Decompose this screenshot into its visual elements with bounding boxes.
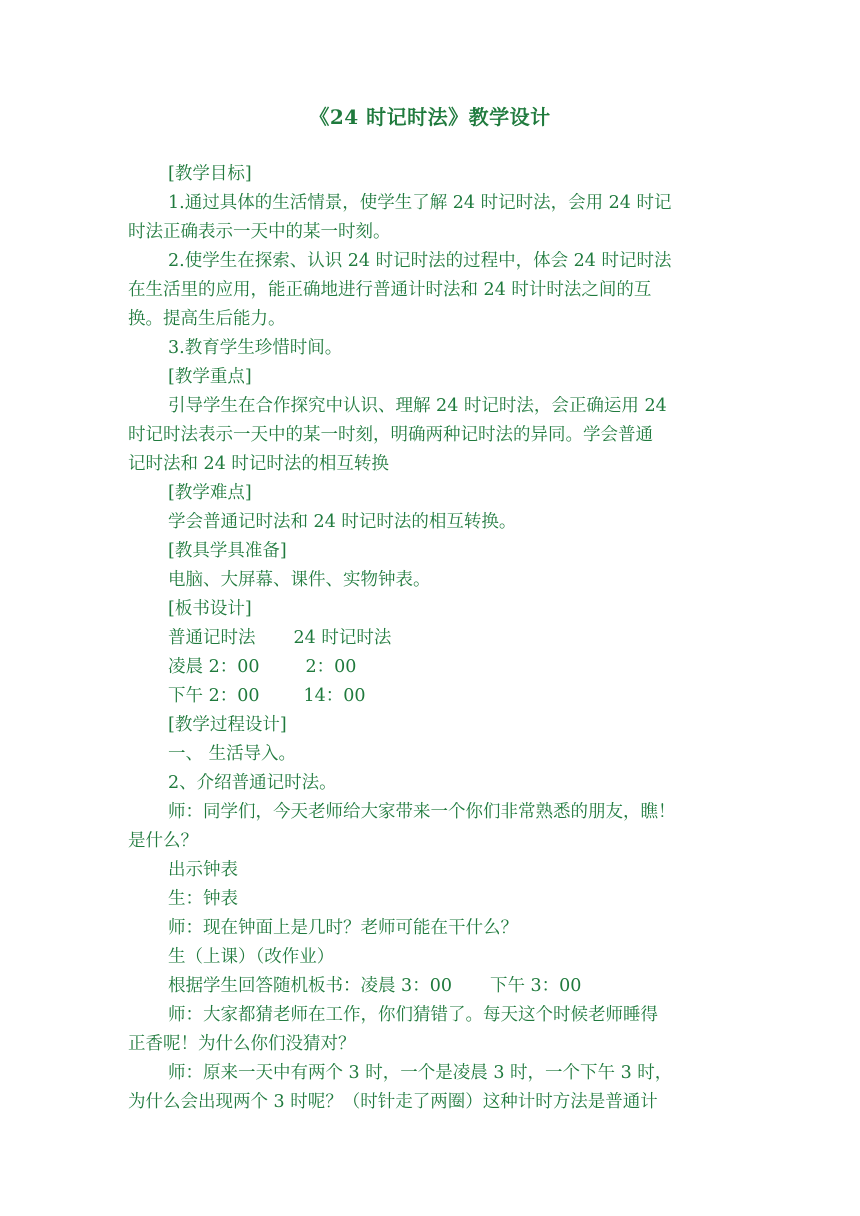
paragraph-line: 为什么会出现两个 3 时呢？（时针走了两圈）这种计时方法是普通计 bbox=[128, 1092, 658, 1112]
board-table-header bbox=[128, 624, 736, 653]
section-heading-objectives: [教学目标] bbox=[168, 164, 252, 184]
board-answer-prefix: 根据学生回答随机板书：凌晨 3：00 bbox=[168, 976, 452, 996]
paragraph-line: 师：原来一天中有两个 3 时，一个是凌晨 3 时，一个下午 3 时， bbox=[168, 1063, 673, 1083]
paragraph-line: 学会普通记时法和 24 时记时法的相互转换。 bbox=[168, 512, 517, 532]
paragraph-line: 在生活里的应用，能正确地进行普通计时法和 24 时计时法之间的互 bbox=[128, 280, 652, 300]
board-cell: 凌晨 2：00 bbox=[168, 657, 260, 677]
paragraph-line: 一、 生活导入。 bbox=[168, 744, 297, 764]
paragraph-line: 师：现在钟面上是几时？老师可能在干什么？ bbox=[168, 918, 518, 938]
paragraph-line: 正香呢！为什么你们没猜对？ bbox=[128, 1034, 356, 1054]
paragraph-line: 时法正确表示一天中的某一时刻。 bbox=[128, 222, 391, 242]
board-answer-line bbox=[128, 972, 736, 1001]
document-body bbox=[128, 160, 736, 1117]
paragraph-line: 1.通过具体的生活情景，使学生了解 24 时记时法，会用 24 时记 bbox=[168, 193, 672, 213]
board-table-row bbox=[128, 682, 736, 711]
paragraph-line: 出示钟表 bbox=[168, 860, 238, 880]
paragraph-line: 电脑、大屏幕、课件、实物钟表。 bbox=[168, 570, 431, 590]
board-cell: 14：00 bbox=[303, 686, 366, 706]
paragraph-line: 时记时法表示一天中的某一时刻，明确两种记时法的异同。学会普通 bbox=[128, 425, 653, 445]
section-heading-key-points: [教学重点] bbox=[168, 367, 252, 387]
paragraph-line: 记时法和 24 时记时法的相互转换 bbox=[128, 454, 389, 474]
paragraph-line: 2.使学生在探索、认识 24 时记时法的过程中，体会 24 时记时法 bbox=[168, 251, 672, 271]
paragraph-line: 师：大家都猜老师在工作，你们猜错了。每天这个时候老师睡得 bbox=[168, 1005, 658, 1025]
section-heading-board-design: [板书设计] bbox=[168, 599, 252, 619]
board-table-row bbox=[128, 653, 736, 682]
paragraph-line: 3.教育学生珍惜时间。 bbox=[168, 338, 343, 358]
section-heading-materials: [教具学具准备] bbox=[168, 541, 287, 561]
paragraph-line: 生（上课）（改作业） bbox=[168, 947, 335, 967]
paragraph-line: 是什么？ bbox=[128, 831, 198, 851]
board-answer-suffix: 下午 3：00 bbox=[489, 976, 582, 996]
board-col-24h: 24 时记时法 bbox=[293, 628, 392, 648]
board-col-ordinary: 普通记时法 bbox=[168, 628, 256, 648]
board-cell: 2：00 bbox=[305, 657, 357, 677]
board-cell: 下午 2：00 bbox=[168, 686, 260, 706]
section-heading-difficulties: [教学难点] bbox=[168, 483, 252, 503]
paragraph-line: 师：同学们，今天老师给大家带来一个你们非常熟悉的朋友，瞧！ bbox=[168, 802, 676, 822]
paragraph-line: 换。提高生后能力。 bbox=[128, 309, 286, 329]
paragraph-line: 生：钟表 bbox=[168, 889, 238, 909]
paragraph-line: 2、介绍普通记时法。 bbox=[168, 773, 337, 793]
section-heading-process: [教学过程设计] bbox=[168, 715, 287, 735]
document-title: 《24 时记时法》教学设计 bbox=[309, 105, 551, 129]
paragraph-line: 引导学生在合作探究中认识、理解 24 时记时法，会正确运用 24 bbox=[168, 396, 667, 416]
